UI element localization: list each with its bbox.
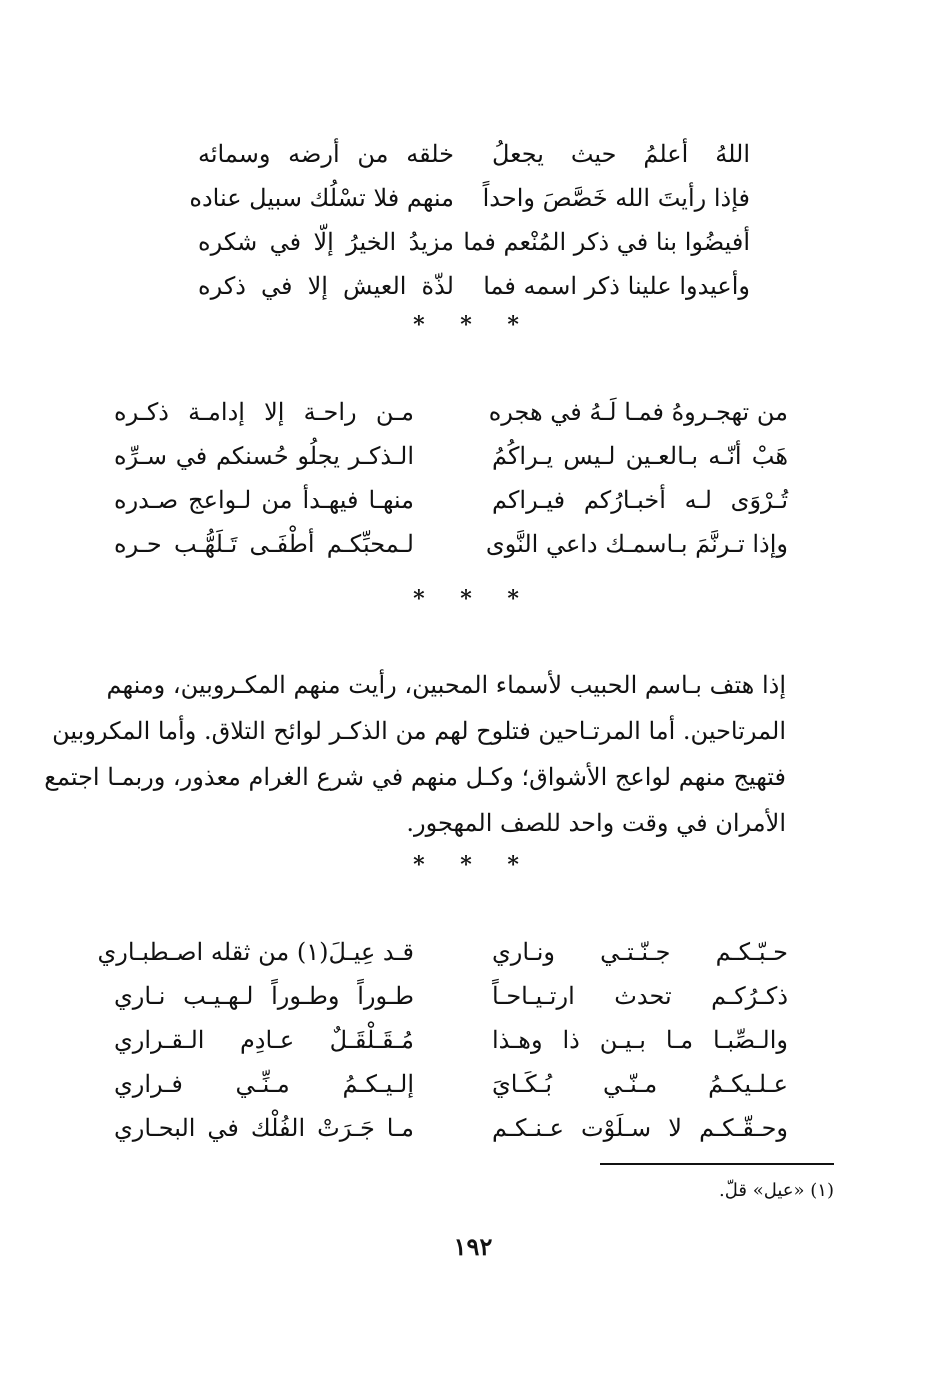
poem-stanza-3	[0, 930, 946, 1150]
verse	[0, 176, 946, 220]
verse	[0, 264, 946, 308]
poem-stanza-2	[0, 390, 946, 566]
footnote: (١) «عيل» قلّ.	[719, 1180, 834, 1201]
verse-second-hemistich: الـذكـر يجلُو حُسنكم في سـرِّه	[114, 442, 414, 470]
verse-first-hemistich: تُـرْوَى لـه أخبـارُكم فيـراكم	[492, 486, 788, 514]
verse	[0, 522, 946, 566]
verse	[0, 478, 946, 522]
verse-second-hemistich: منهـا فيهـدأ من لـواعج صـدره	[114, 486, 414, 514]
verse-first-hemistich: وحـقّـكـم لا سـلَوْت عـنـكـم	[492, 1114, 788, 1142]
verse-second-hemistich: لـمحبِّكـم أطْفَـى تَـلَهُّـب حـره	[114, 530, 414, 558]
verse	[0, 1062, 946, 1106]
verse-second-hemistich: إلـيـكـمُ مـنِّـي فـراري	[114, 1070, 414, 1098]
verse	[0, 434, 946, 478]
prose-line: إذا هتف بـاسم الحبيب لأسماء المحبين، رأيت منهم المكـروبين، ومنهم	[106, 671, 786, 699]
section-separator: * * *	[413, 312, 533, 338]
section-separator: * * *	[413, 852, 533, 878]
verse-first-hemistich: فإذا رأيتَ الله خَصَّصَ واحداً	[482, 184, 750, 212]
section-separator: * * *	[413, 586, 533, 612]
prose-line: المرتاحين. أما المرتـاحين فتلوح لهم من الذكـر لوائح التلاق. وأما المكروبين	[52, 717, 786, 745]
prose-paragraph	[44, 662, 786, 846]
verse-first-hemistich: وأعيدوا علينا ذكر اسمه فما	[483, 272, 750, 300]
footnote-divider	[600, 1163, 834, 1165]
prose-line: الأمران في وقت واحد للصف المهجور.	[406, 809, 786, 837]
verse-first-hemistich: حـبّـكـم جـنّـتـي ونـاري	[492, 938, 788, 966]
verse	[0, 974, 946, 1018]
poem-stanza-1	[0, 132, 946, 308]
verse-first-hemistich: أفيضُوا بنا في ذكر المُنْعم فما	[463, 228, 750, 256]
verse-first-hemistich: هَبْ أنّـه بـالعـين لـيس يـراكُمُ	[492, 442, 788, 470]
page-number: ١٩٢	[453, 1232, 493, 1261]
verse-first-hemistich: والـصِّبـا مـا بـيـن ذا وهـذا	[492, 1026, 788, 1054]
verse-second-hemistich: مـن راحـة إلا إدامـة ذكـره	[114, 398, 414, 426]
verse	[0, 220, 946, 264]
prose-line: فتهيج منهم لواعج الأشواق؛ وكـل منهم في شرع الغرام معذور، وربمـا اجتمع	[44, 763, 786, 791]
verse-first-hemistich: من تهجـروهُ فمـا لَـهُ في هجره	[488, 398, 788, 426]
verse-second-hemistich: لذّة العيش إلا في ذكره	[198, 272, 454, 300]
verse-second-hemistich: منهم فلا تسْلُك سبيل عناده	[189, 184, 454, 212]
verse-second-hemistich: قـد عِيـلَ(١) من ثقله اصـطبـاري	[97, 938, 414, 966]
verse	[0, 1018, 946, 1062]
verse-first-hemistich: اللهُ أعلمُ حيث يجعلُ	[492, 140, 750, 168]
verse-first-hemistich: وإذا تـرنَّمَ بـاسمـك داعي النَّوى	[485, 530, 788, 558]
verse	[0, 930, 946, 974]
verse	[0, 1106, 946, 1150]
verse-second-hemistich: مُـقَـلْقَـلٌ عـادِم الـقـراري	[114, 1026, 414, 1054]
verse-first-hemistich: عـلـيكـمُ مـنّـي بُـكَـايَ	[492, 1070, 788, 1098]
verse-first-hemistich: ذكـرُكـم تحدث ارتـيـاحـاً	[492, 982, 788, 1010]
verse-second-hemistich: مـا جَـرَتْ الفُلْك في البحـاري	[114, 1114, 414, 1142]
verse	[0, 132, 946, 176]
verse-second-hemistich: مزيدُ الخيرُ إلّا في شكره	[198, 228, 454, 256]
verse-second-hemistich: خلقه من أرضه وسمائه	[198, 140, 454, 168]
verse	[0, 390, 946, 434]
verse-second-hemistich: طـوراً وطـوراً لـهـيـب نـاري	[114, 982, 414, 1010]
